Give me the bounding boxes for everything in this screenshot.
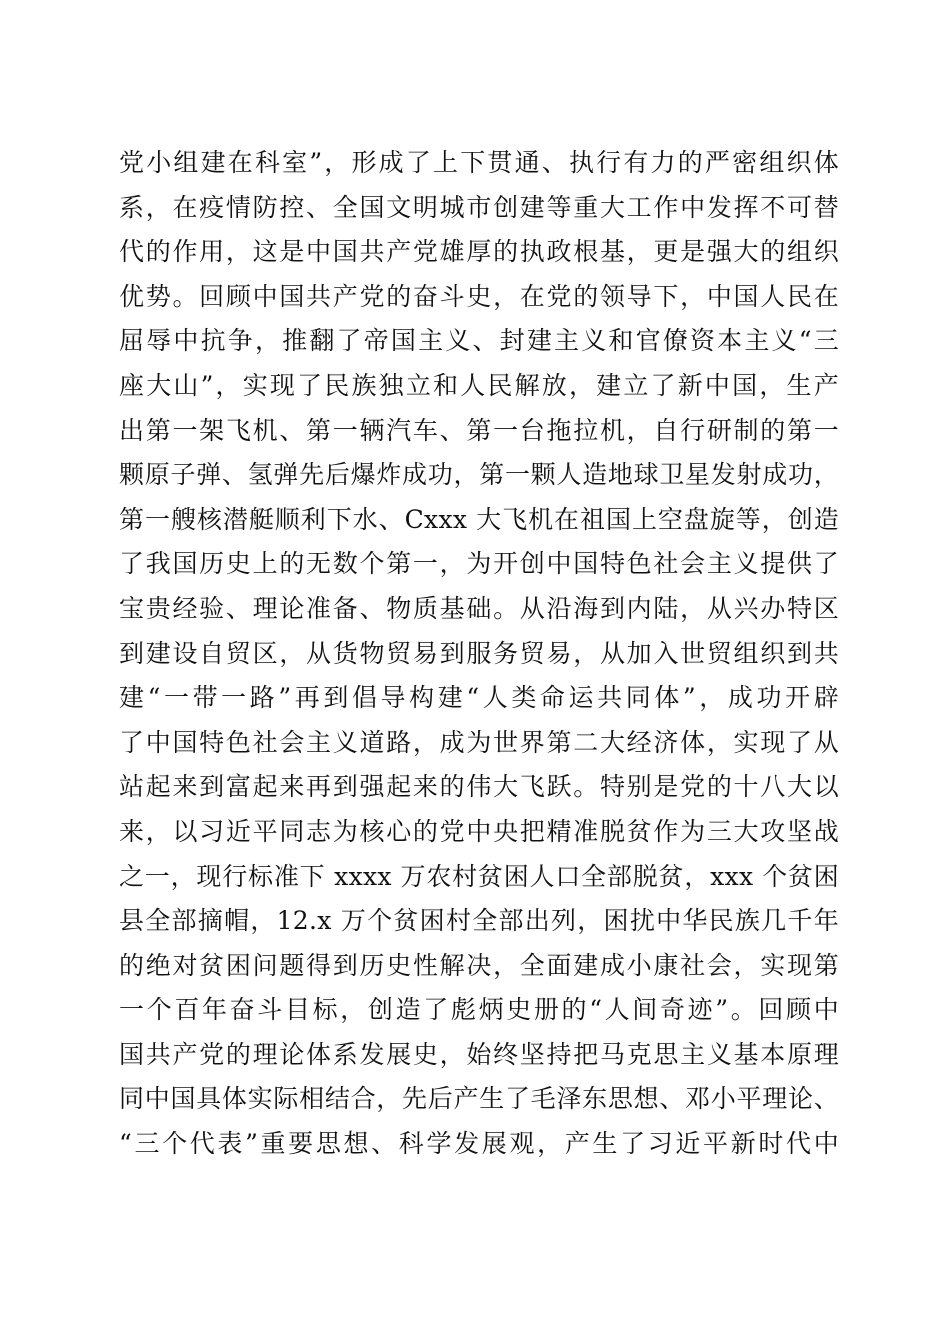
text-line: 县全部摘帽，12.x 万个贫困村全部出列，困扰中华民族几千年 [119, 906, 839, 936]
text-line: 宝贵经验、理论准备、物质基础。从沿海到内陆，从兴办特区 [119, 593, 839, 623]
text-line: 优势。回顾中国共产党的奋斗史，在党的领导下，中国人民在 [119, 281, 839, 311]
text-line: 系，在疫情防控、全国文明城市创建等重大工作中发挥不可替 [119, 192, 839, 222]
text-line: 之一，现行标准下 xxxx 万农村贫困人口全部脱贫，xxx 个贫困 [119, 861, 839, 891]
text-line: 一个百年奋斗目标，创造了彪炳史册的“人间奇迹”。回顾中 [119, 995, 839, 1025]
text-line: 了中国特色社会主义道路，成为世界第二大经济体，实现了从 [119, 727, 839, 757]
text-line: 出第一架飞机、第一辆汽车、第一台拖拉机，自行研制的第一 [119, 415, 839, 445]
text-line: 同中国具体实际相结合，先后产生了毛泽东思想、邓小平理论、 [119, 1084, 839, 1114]
text-line: 第一艘核潜艇顺利下水、Cxxx 大飞机在祖国上空盘旋等，创造 [119, 504, 839, 534]
text-line: 站起来到富起来再到强起来的伟大飞跃。特别是党的十八大以 [119, 772, 839, 802]
text-line: 了我国历史上的无数个第一，为开创中国特色社会主义提供了 [119, 549, 839, 579]
text-line: 的绝对贫困问题得到历史性解决，全面建成小康社会，实现第 [119, 950, 839, 980]
text-line: 颗原子弹、氢弹先后爆炸成功，第一颗人造地球卫星发射成功， [119, 460, 839, 490]
body-paragraph [119, 141, 839, 1167]
text-line: 屈辱中抗争，推翻了帝国主义、封建主义和官僚资本主义“三 [119, 326, 839, 356]
text-line: 建“一带一路”再到倡导构建“人类命运共同体”，成功开辟 [119, 683, 839, 713]
text-line: 国共产党的理论体系发展史，始终坚持把马克思主义基本原理 [119, 1039, 839, 1069]
text-line: 来，以习近平同志为核心的党中央把精准脱贫作为三大攻坚战 [119, 816, 839, 846]
text-line: “三个代表”重要思想、科学发展观，产生了习近平新时代中 [119, 1129, 839, 1159]
text-line: 到建设自贸区，从货物贸易到服务贸易，从加入世贸组织到共 [119, 638, 839, 668]
text-line: 党小组建在科室”，形成了上下贯通、执行有力的严密组织体 [119, 148, 839, 177]
text-line: 座大山”，实现了民族独立和人民解放，建立了新中国，生产 [119, 370, 839, 400]
text-line: 代的作用，这是中国共产党雄厚的执政根基，更是强大的组织 [119, 237, 839, 267]
